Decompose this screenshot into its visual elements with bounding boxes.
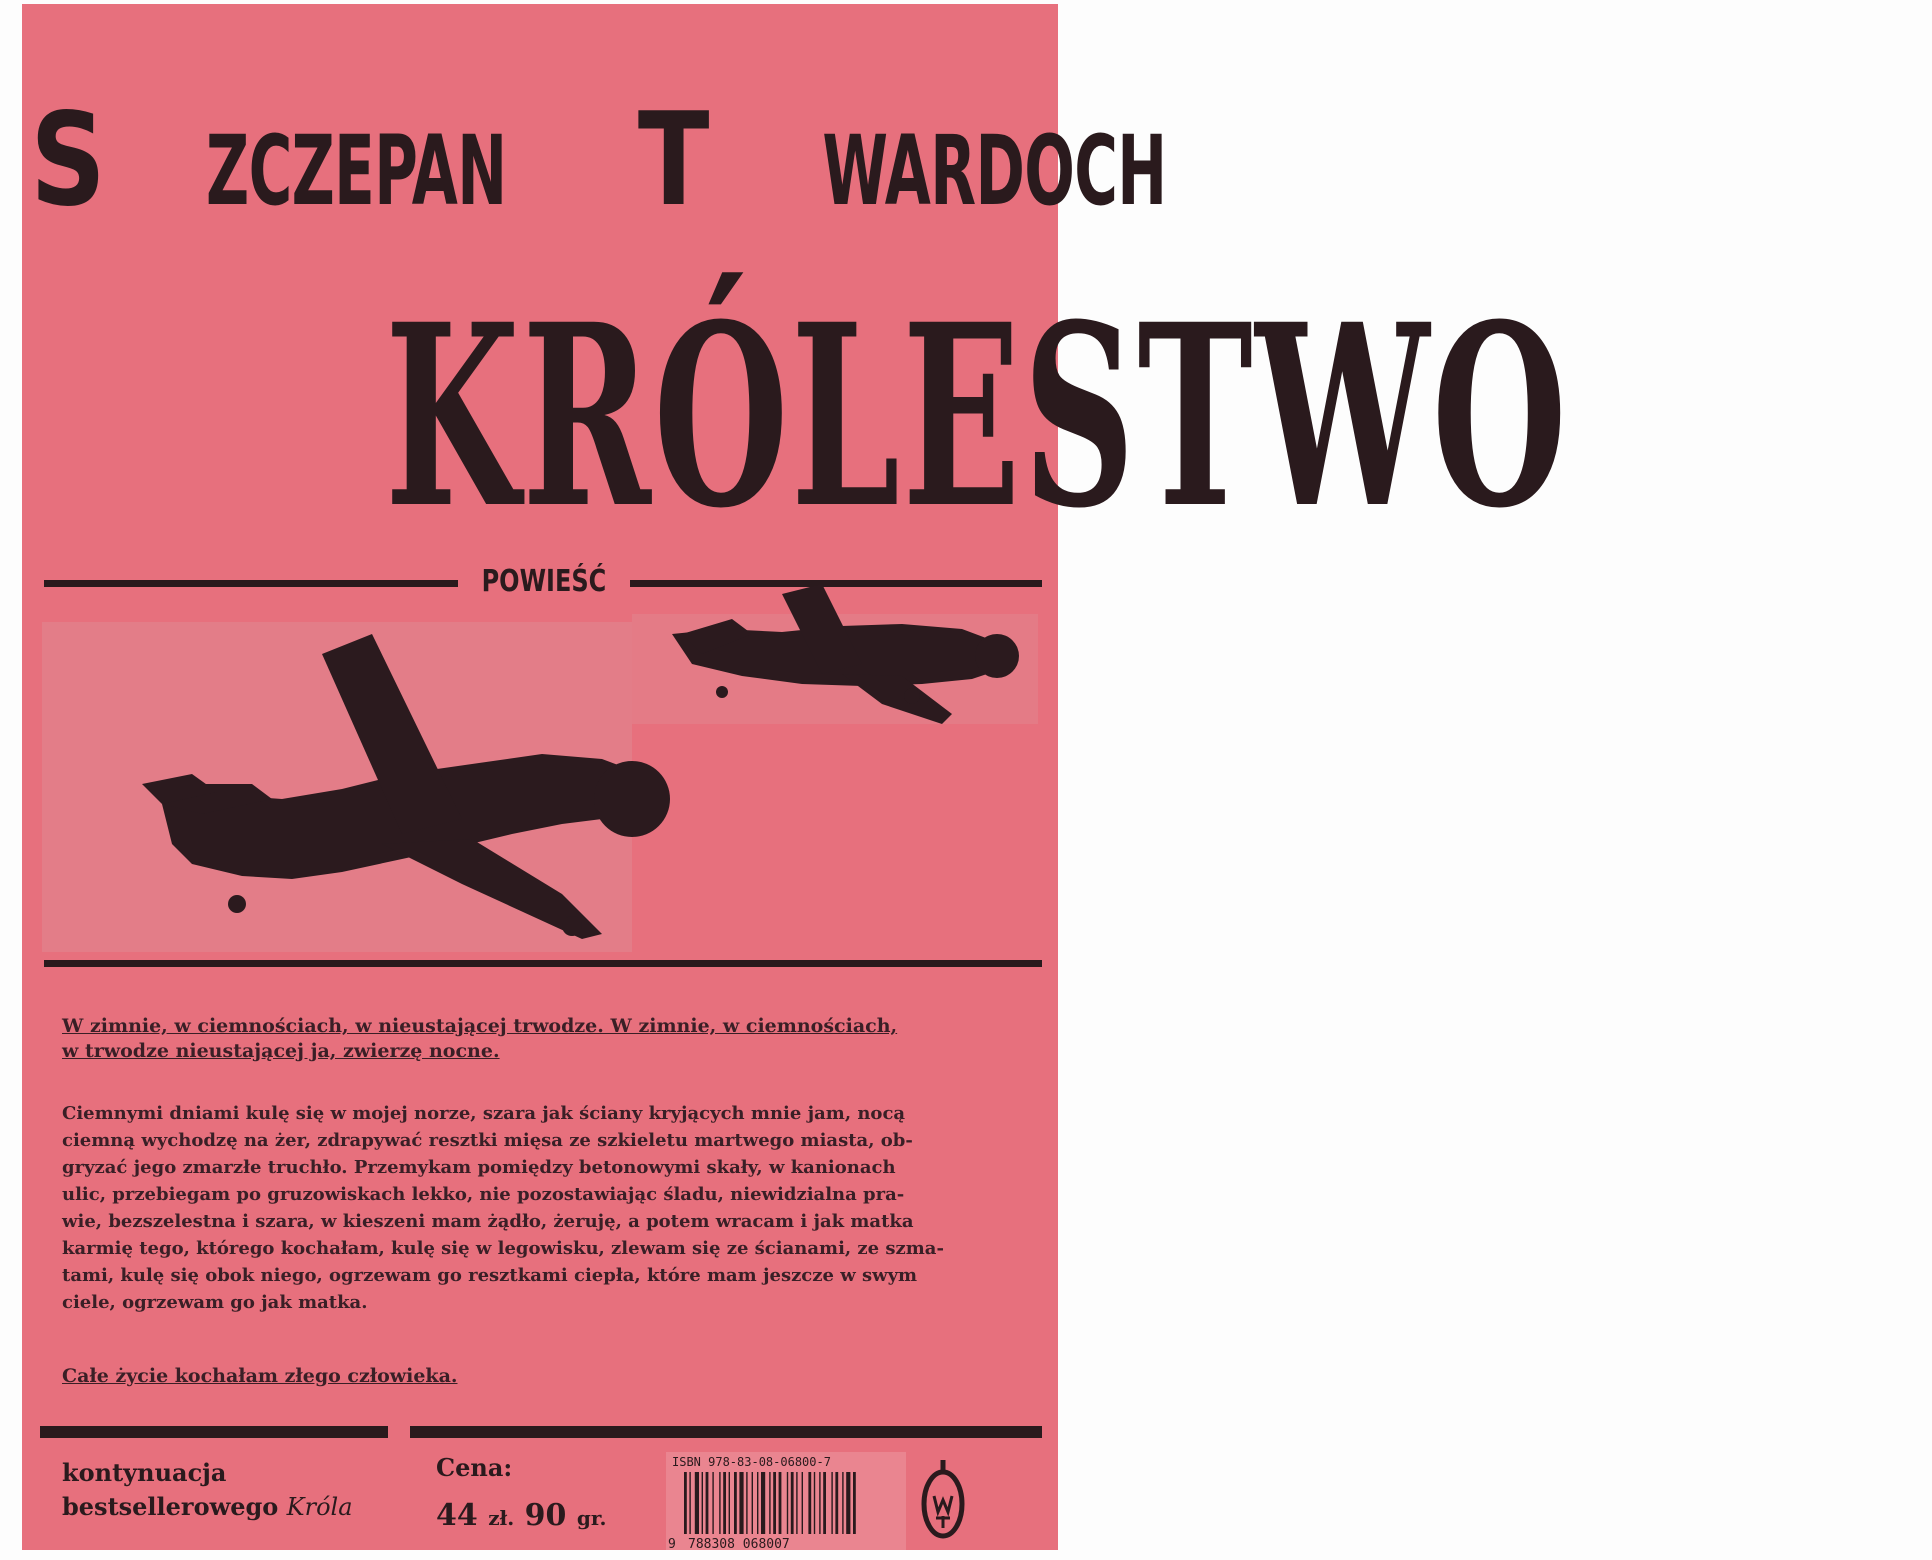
continuation-note: kontynuacja bestsellerowego Króla [62, 1458, 353, 1521]
photo-rule-bottom [44, 960, 1042, 967]
barcode-digit-first: 9 [668, 1537, 676, 1552]
footer-rule-right [410, 1426, 1042, 1438]
footer-rule-left [40, 1426, 388, 1438]
author-name [22, 86, 1167, 235]
isbn-number: ISBN 978-83-08-06800-7 [672, 1455, 831, 1469]
aircraft-photo [42, 614, 1038, 954]
publisher-logo-icon [920, 1456, 966, 1540]
subtitle: POWIEŚĆ [481, 564, 607, 599]
blurb-text: Ciemnymi dniami kulę się w mojej norze, szara jak ściany kryjących mnie jam, nocą ciemną wychodzę na żer, zdrapywać resztki mięsa ze szkieletu martwego miasta, ob- gryzać jego zmarzłe truchło. Przemykam pomiędzy betonowymi skały, w kanionach ulic, przebiegam po gruzowiskach lekko, nie pozostawiając śladu, niewidzialna pra- wie, bezszelestna i szara, w kieszeni mam żądło, żeruję, a potem wracam i jak matka karmię tego, którego kochałam, kulę się w legowisku, zlewam się ze ścianami, ze szma- tami, kulę się obok niego, ogrzewam go resztkami ciepła, które mam jeszcze w swym ciele, ogrzewam go jak matka. [62, 1103, 944, 1313]
price-value: 44 zł. 90 gr. [436, 1498, 607, 1533]
price-label: Cena: [436, 1453, 513, 1482]
subtitle-rule-right [630, 580, 1042, 587]
closing-line: Całe życie kochałam złego człowieka. [62, 1365, 458, 1387]
barcode-digits: 788308 068007 [688, 1537, 790, 1552]
author-last-name: T WARDOCH [637, 86, 1167, 235]
subtitle-rule-left [44, 580, 458, 587]
book-title: KRÓLESTWO [384, 269, 1570, 563]
isbn-barcode [666, 1452, 906, 1552]
intro-text: W zimnie, w ciemnościach, w nieustającej trwodze. W zimnie, w ciemnościach, w trwodze nieustającej ja, zwierzę nocne. [62, 1015, 898, 1062]
book-back-cover [22, 4, 1570, 1552]
author-first-name: S ZCZEPAN [30, 86, 507, 235]
